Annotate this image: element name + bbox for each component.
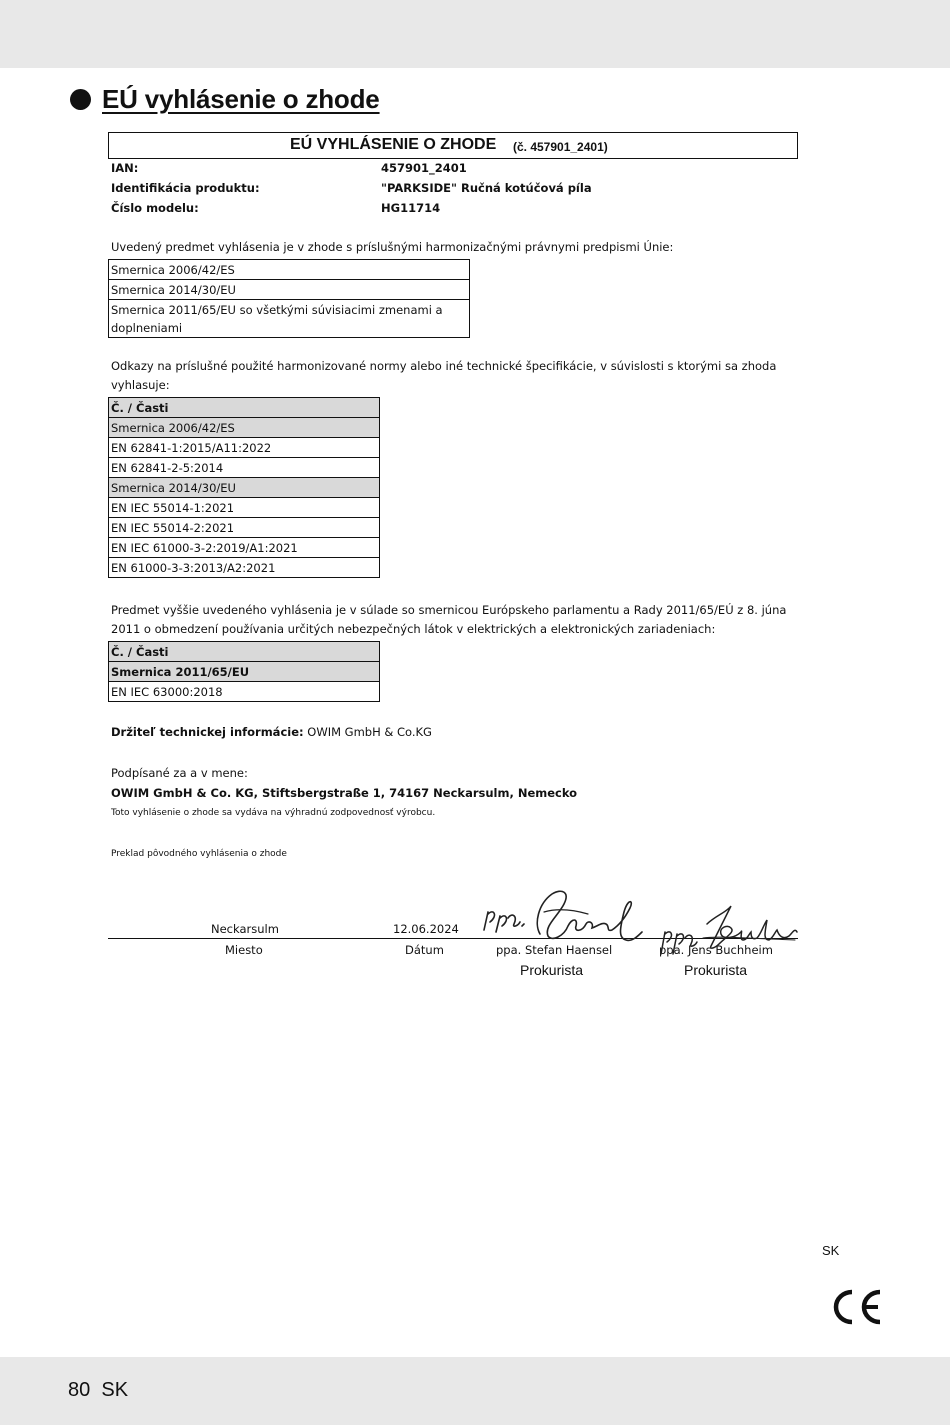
page-number: 80 [68, 1379, 91, 1401]
signature1-image [478, 882, 648, 950]
table-row [109, 498, 380, 518]
field-label-model: Číslo modelu: [111, 201, 199, 215]
rohs-intro-line2: 2011 o obmedzení používania určitých nebezpečných látok v elektrických a elektronických zariadeniach: [111, 622, 716, 636]
bullet-icon [70, 89, 91, 110]
standards-intro-line2: vyhlasuje: [111, 378, 170, 392]
footer-band [0, 1357, 950, 1425]
table-row [109, 458, 380, 478]
standards-table [108, 397, 380, 578]
place-value: Neckarsulm [211, 922, 279, 936]
table-row [109, 558, 380, 578]
table-row [109, 538, 380, 558]
table-header-row [109, 398, 380, 418]
standard-cell: EN 61000-3-3:2013/A2:2021 [109, 558, 380, 578]
signed-label: Podpísané za a v mene: [111, 766, 248, 780]
table-row [109, 300, 470, 338]
responsibility-note: Toto vyhlásenie o zhode sa vydáva na výhradnú zodpovednosť výrobcu. [111, 808, 436, 818]
directive-cell: Smernica 2014/30/EU [109, 280, 470, 300]
signer1-name: ppa. Stefan Haensel [496, 943, 613, 957]
standard-cell: EN IEC 55014-1:2021 [109, 498, 380, 518]
signer1-role: Prokurista [520, 962, 584, 978]
signature2-image [655, 898, 800, 956]
table-header-row [109, 642, 380, 662]
top-margin-band [0, 0, 950, 68]
directives-table [108, 259, 470, 338]
table-row [109, 662, 380, 682]
place-label: Miesto [225, 943, 263, 957]
technical-holder [111, 725, 432, 739]
page-footer [68, 1379, 128, 1402]
corner-language-code: SK [822, 1243, 840, 1258]
table-row [109, 280, 470, 300]
table-row [109, 260, 470, 280]
page-language: SK [101, 1379, 129, 1401]
field-value-ian: 457901_2401 [381, 161, 467, 175]
declaration-reference: (č. 457901_2401) [513, 140, 608, 154]
date-label: Dátum [405, 943, 444, 957]
translation-note: Preklad pôvodného vyhlásenia o zhode [111, 849, 287, 859]
signed-company: OWIM GmbH & Co. KG, Stiftsbergstraße 1, 74167 Neckarsulm, Nemecko [111, 786, 578, 800]
holder-label: Držiteľ technickej informácie: [111, 725, 304, 739]
standard-cell: EN 62841-2-5:2014 [109, 458, 380, 478]
ce-mark-icon [830, 1287, 884, 1327]
standards-header: Č. / Časti [109, 398, 380, 418]
rohs-intro-line1: Predmet vyššie uvedeného vyhlásenia je v súlade so smernicou Európskeho parlamentu a Rady 2011/65/EÚ z 8. júna [111, 603, 787, 617]
page-heading [70, 84, 380, 115]
field-value-model: HG11714 [381, 201, 441, 215]
field-label-ian: IAN: [111, 161, 139, 175]
declaration-title: EÚ VYHLÁSENIE O ZHODE [290, 136, 497, 153]
field-label-product: Identifikácia produktu: [111, 181, 260, 195]
table-row [109, 518, 380, 538]
signer2-name: ppa. Jens Buchheim [659, 943, 773, 957]
standard-cell: EN IEC 61000-3-2:2019/A1:2021 [109, 538, 380, 558]
date-value: 12.06.2024 [393, 922, 459, 936]
table-row [109, 682, 380, 702]
standard-cell: Smernica 2006/42/ES [109, 418, 380, 438]
holder-value: OWIM GmbH & Co.KG [303, 725, 432, 739]
standard-cell: EN IEC 55014-2:2021 [109, 518, 380, 538]
standards-intro-line1: Odkazy na príslušné použité harmonizované normy alebo iné technické špecifikácie, v súvislosti s ktorými sa zhoda [111, 359, 777, 373]
page-title: EÚ vyhlásenie o zhode [102, 84, 380, 114]
table-row [109, 438, 380, 458]
legislation-intro: Uvedený predmet vyhlásenia je v zhode s príslušnými harmonizačnými právnymi predpismi Únie: [111, 240, 674, 254]
standard-cell: EN 62841-1:2015/A11:2022 [109, 438, 380, 458]
signer2-role: Prokurista [684, 962, 748, 978]
rohs-table [108, 641, 380, 702]
table-row [109, 478, 380, 498]
directive-cell: Smernica 2011/65/EU so všetkými súvisiacimi zmenami a doplneniami [109, 300, 470, 338]
rohs-header: Č. / Časti [109, 642, 380, 662]
standard-cell: Smernica 2014/30/EU [109, 478, 380, 498]
table-row [109, 418, 380, 438]
directive-cell: Smernica 2006/42/ES [109, 260, 470, 280]
rohs-directive-cell: Smernica 2011/65/EU [109, 662, 380, 682]
rohs-standard-cell: EN IEC 63000:2018 [109, 682, 380, 702]
field-value-product: "PARKSIDE" Ručná kotúčová píla [381, 181, 592, 195]
